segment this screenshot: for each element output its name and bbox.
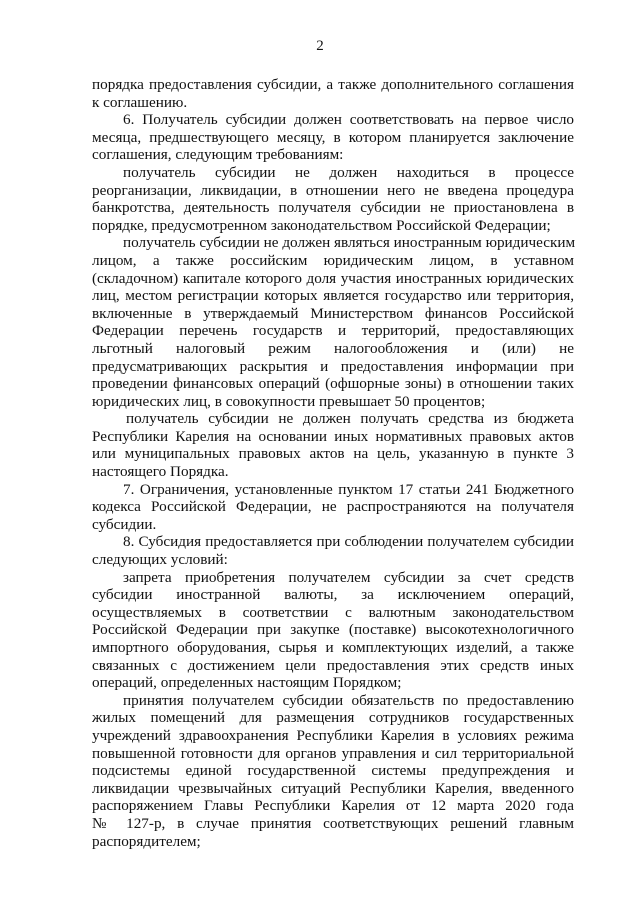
- paragraph-p6b: [92, 234, 574, 410]
- paragraph-p8: [92, 533, 574, 568]
- text-line: банкротства, деятельность получателя субсидии не приостановлена в: [92, 199, 574, 217]
- text-line: учреждений здравоохранения Республики Карелия в условиях режима: [92, 726, 574, 744]
- text-line: осуществляемых в соответствии с валютным законодательством: [92, 603, 574, 621]
- text-line: лицом, а также российским юридическим лицом, в уставном: [92, 251, 574, 269]
- text-line: порядка предоставления субсидии, а также дополнительного соглашения: [92, 76, 574, 93]
- text-line: распорядителем;: [92, 832, 201, 850]
- paragraph-p6c: [92, 410, 574, 480]
- text-line: повышенной готовности для органов управления и сил территориальной: [92, 744, 574, 762]
- text-line: кодекса Российской Федерации, не распространяются на получателя: [92, 498, 574, 516]
- text-line: к соглашению.: [92, 93, 188, 111]
- text-line: предусматривающих раскрытия и предоставления информации при: [92, 357, 574, 375]
- text-line: получатель субсидии не должен являться иностранным юридическим: [123, 234, 576, 252]
- text-line: запрета приобретения получателем субсидии за счет средств: [123, 568, 574, 586]
- text-line: реорганизации, ликвидации, в отношении него не введена процедура: [92, 181, 574, 199]
- text-line: следующих условий:: [92, 551, 228, 569]
- text-line: операций, определенных настоящим Порядком;: [92, 674, 402, 692]
- text-line: получатель субсидии не должен находиться в процессе: [123, 163, 574, 181]
- text-line: 6. Получатель субсидии должен соответствовать на первое число: [123, 111, 574, 129]
- paragraph-p6: [92, 111, 574, 164]
- text-line: субсидии.: [92, 515, 157, 533]
- text-line: принятия получателем субсидии обязательств по предоставлению: [123, 691, 574, 709]
- text-line: соглашения, следующим требованиям:: [92, 146, 344, 164]
- text-line: настоящего Порядка.: [92, 463, 229, 481]
- text-line: № 127-р, в случае принятия соответствующих решений главным: [92, 814, 574, 832]
- text-line: Российской Федерации при закупке (поставке) высокотехнологичного: [92, 621, 574, 639]
- paragraph-p8a: [92, 569, 574, 692]
- text-line: 8. Субсидия предоставляется при соблюдении получателем субсидии: [123, 533, 574, 551]
- text-line: импортного оборудования, сырья и комплектующих изделий, а также: [92, 639, 574, 656]
- text-line: 7. Ограничения, установленные пунктом 17 статьи 241 Бюджетного: [123, 480, 574, 498]
- text-line: проведении финансовых операций (офшорные зоны) в отношении таких: [92, 375, 574, 393]
- text-line: подсистемы единой государственной системы предупреждения и: [92, 762, 574, 780]
- text-line: Республики Карелия на основании иных нормативных правовых актов: [92, 427, 574, 445]
- text-line: получатель субсидии не должен получать средства из бюджета: [126, 410, 574, 428]
- text-line: (складочном) капитале которого доля участия иностранных юридических: [92, 269, 574, 287]
- text-line: связанных с достижением цели предоставления этих средств иных: [92, 656, 574, 674]
- text-line: юридических лиц, в совокупности превышает 50 процентов;: [92, 392, 486, 410]
- paragraph-p6a: [92, 164, 574, 234]
- text-line: порядке, предусмотренном законодательством Российской Федерации;: [92, 216, 551, 234]
- text-line: ликвидации чрезвычайных ситуаций Республики Карелия, введенного: [92, 779, 574, 797]
- paragraph-p8b: [92, 692, 574, 850]
- text-line: субсидии иностранной валюты, за исключением операций,: [92, 586, 574, 604]
- text-line: распоряжением Главы Республики Карелия от 12 марта 2020 года: [92, 797, 574, 815]
- page-number: 2: [316, 38, 324, 54]
- text-line: лиц, местом регистрации которых является государство или территория,: [92, 287, 574, 305]
- text-line: льготный налоговый режим налогообложения и (или) не: [92, 339, 574, 357]
- paragraph-p7: [92, 481, 574, 534]
- text-line: или муниципальных правовых актов на цель, указанную в пункте 3: [92, 445, 574, 463]
- paragraph-p0: [92, 76, 574, 111]
- text-line: месяца, предшествующего месяцу, в котором планируется заключение: [92, 128, 574, 146]
- text-line: включенные в утверждаемый Министерством финансов Российской: [92, 304, 574, 322]
- document-body: [92, 76, 574, 850]
- text-line: жилых помещений для размещения сотрудников государственных: [92, 709, 574, 727]
- text-line: Федерации перечень государств и территорий, предоставляющих: [92, 322, 574, 340]
